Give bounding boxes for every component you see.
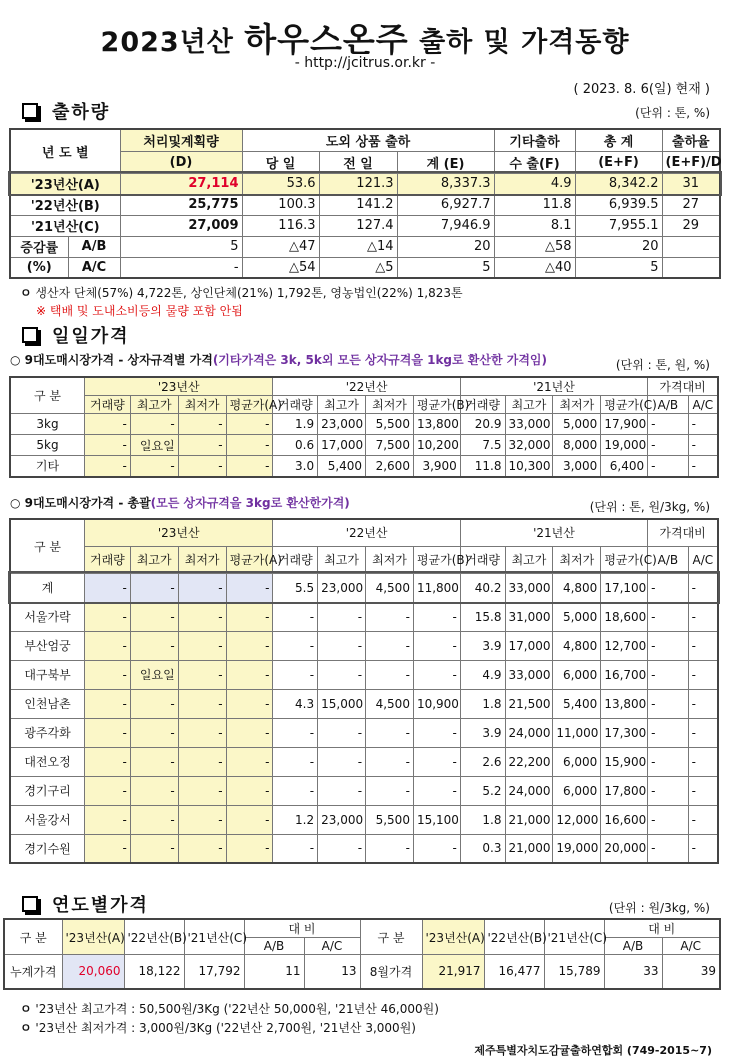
table-row: 경기수원 - - - - - - - - 0.3 21,000 19,000 20,000 - - [10, 834, 718, 863]
yearly-price-table: 구 분 '23년산(A) '22년산(B) '21년산(C) 대 비 구 분 '23년산(A) '22년산(B) '21년산(C) 대 비 A/B A/C A/B A/C 누계가격 20,060 18,122 17,792 11 13 8월가격 21,917 16,477 15,789 33 39 [3, 918, 721, 990]
col-rate: 출하율 [662, 129, 720, 151]
table-row: 광주각화 - - - - - - - - 3.9 24,000 11,000 17,300 - - [10, 718, 718, 747]
site-url[interactable]: - http://jcitrus.or.kr - [294, 55, 436, 71]
daily-total-unit: (단위 : 톤, 원/3kg, %) [589, 500, 710, 514]
table-row: '23년산(A) 27,114 53.6 121.3 8,337.3 4.9 8,342.2 31 [10, 173, 720, 194]
shipment-note-excluded: ※ 택배 및 도내소비등의 물량 포함 안됨 [36, 304, 243, 318]
table-row: 경기구리 - - - - - - - - 5.2 24,000 6,000 17,800 - - [10, 776, 718, 805]
box-price-table: 구 분 '23년산 '22년산 '21년산 가격대비 거래량 최고가 최저가 평균가(A) 거래량 최고가 최저가 평균가(B) 거래량 최고가 최저가 평균가(C) A/B A/C 3kg - - - - 1.9 23,000 5,500 13,800 20.9 33,000 5,000 17,900 - - 5kg - 일요일 - - 0.6 17,000 7,500 10,200 7.5 32,000 8,000 19,000 - - 기타 - - - - 3.0 5,400 2,600 3,900 11.8 10,300 3,000 6,400 - - [9, 376, 719, 478]
shipment-table: 년 도 별 처리및계획량 도외 상품 출하 기타출하 총 계 출하율 (D) 당 일 전 일 계 (E) 수 출(F) (E+F) (E+F)/D '23년산(A) 27,114 53.6 121.3 8,337.3 4.9 8,342.2 31 '22년산(B) 25,775 100.3 141.2 6,927.7 11.8 6,939.5 27 '21년산(C) 27,009 116.3 127.4 7,946.9 8.1 7,955.1 29 증감률 A/B 5 △47 △14 20 △58 20 (%) A/C - △54 △5 5 △40 5 [9, 128, 721, 279]
table-row: 5kg - 일요일 - - 0.6 17,000 7,500 10,200 7.5 32,000 8,000 19,000 - - [10, 435, 718, 456]
table-row: 누계가격 20,060 18,122 17,792 11 13 8월가격 21,917 16,477 15,789 33 39 [4, 955, 720, 989]
table-row: '22년산(B) 25,775 100.3 141.2 6,927.7 11.8 6,939.5 27 [10, 194, 720, 215]
daily-box-unit: (단위 : 톤, 원, %) [615, 358, 710, 372]
table-row: 서울가락 - - - - - - - - 15.8 31,000 5,000 18,600 - - [10, 602, 718, 631]
checkbox-square-icon [22, 896, 38, 912]
table-row: 대전오정 - - - - - - - - 2.6 22,200 6,000 15,900 - - [10, 747, 718, 776]
table-row: 서울강서 - - - - 1.2 23,000 5,500 15,100 1.8 21,000 12,000 16,600 - - [10, 805, 718, 834]
yearly-note-max: ㅇ '23년산 최고가격 : 50,500원/3Kg ('22년산 50,000원, '21년산 46,000원) [20, 1002, 439, 1016]
table-row: 부산엄궁 - - - - - - - - 3.9 17,000 4,800 12,700 - - [10, 631, 718, 660]
table-row: 계 - - - - 5.5 23,000 4,500 11,800 40.2 33,000 4,800 17,100 - - [10, 573, 718, 602]
yearly-note-min: ㅇ '23년산 최저가격 : 3,000원/3Kg ('22년산 2,700원, '21년산 3,000원) [20, 1021, 416, 1035]
shipment-unit: (단위 : 톤, %) [635, 106, 710, 120]
checkbox-square-icon [22, 327, 38, 343]
page-title: 2023년산 하우스온주 출하 및 가격동향 [100, 20, 630, 59]
section-shipment-title: 출하량 [22, 98, 110, 124]
daily-subtitle-total: ○ 9대도매시장가격 - 총괄(모든 상자규격을 3kg로 환산한가격) [10, 496, 350, 510]
footer-org: 제주특별자치도감귤출하연합회 (749-2015~7) [474, 1044, 712, 1057]
table-row: 3kg - - - - 1.9 23,000 5,500 13,800 20.9 33,000 5,000 17,900 - - [10, 414, 718, 435]
col-plan: 처리및계획량 [120, 129, 242, 151]
daily-subtitle-box: ○ 9대도매시장가격 - 상자규격별 가격(기타가격은 3k, 5k외 모든 상자규격을 1kg로 환산한 가격임) [10, 353, 548, 367]
section-daily-title: 일일가격 [22, 322, 130, 348]
col-other: 기타출하 [494, 129, 575, 151]
shipment-note: ㅇ 생산자 단체(57%) 4,722톤, 상인단체(21%) 1,792톤, 영농법인(22%) 1,823톤 [20, 286, 463, 300]
table-row: 증감률 A/B 5 △47 △14 20 △58 20 [10, 236, 720, 257]
table-row: (%) A/C - △54 △5 5 △40 5 [10, 257, 720, 278]
section-yearly-title: 연도별가격 [22, 891, 149, 917]
col-year: 년 도 별 [10, 129, 120, 173]
table-row: 인천남촌 - - - - 4.3 15,000 4,500 10,900 1.8 21,500 5,400 13,800 - - [10, 689, 718, 718]
table-row: 대구북부 - 일요일 - - - - - - 4.9 33,000 6,000 16,700 - - [10, 660, 718, 689]
yearly-unit: (단위 : 원/3kg, %) [608, 901, 710, 915]
as-of-date: ( 2023. 8. 6(일) 현재 ) [573, 82, 710, 97]
market-price-table: 구 분 '23년산 '22년산 '21년산 가격대비 거래량 최고가 최저가 평균가(A) 거래량 최고가 최저가 평균가(B) 거래량 최고가 최저가 평균가(C) A/B A/C 계 - - - - 5.5 23,000 4,500 11,800 40.2 33,000 4,800 17,100 - - 서울가락 - - - - - - - - 15.8 31,000 5,000 18,600 - - 부산엄궁 - - - - - - - - 3.9 17,000 4,800 12,700 - - 대구북부 - 일요일 - - - - - - 4.9 33,000 6,000 16,700 - - 인천남촌 - - - - 4.3 15,000 4,500 10,900 1.8 21,500 5,400 13,800 - - 광주각화 - - - - - - - - 3.9 24,000 11,000 17,300 - - 대전오정 - - - - - - - - 2.6 22,200 6,000 15,900 - - 경기구리 - - - - - - - - 5.2 24,000 6,000 17,800 - - 서울강서 - - - - 1.2 23,000 5,500 15,100 1.8 21,000 12,000 16,600 - - 경기수원 - - - - - - - - 0.3 21,000 19,000 20,000 - - [9, 518, 719, 864]
col-total: 총 계 [575, 129, 662, 151]
col-domestic: 도외 상품 출하 [242, 129, 494, 151]
checkbox-square-icon [22, 103, 38, 119]
table-row: '21년산(C) 27,009 116.3 127.4 7,946.9 8.1 7,955.1 29 [10, 215, 720, 236]
table-row: 기타 - - - - 3.0 5,400 2,600 3,900 11.8 10,300 3,000 6,400 - - [10, 456, 718, 477]
